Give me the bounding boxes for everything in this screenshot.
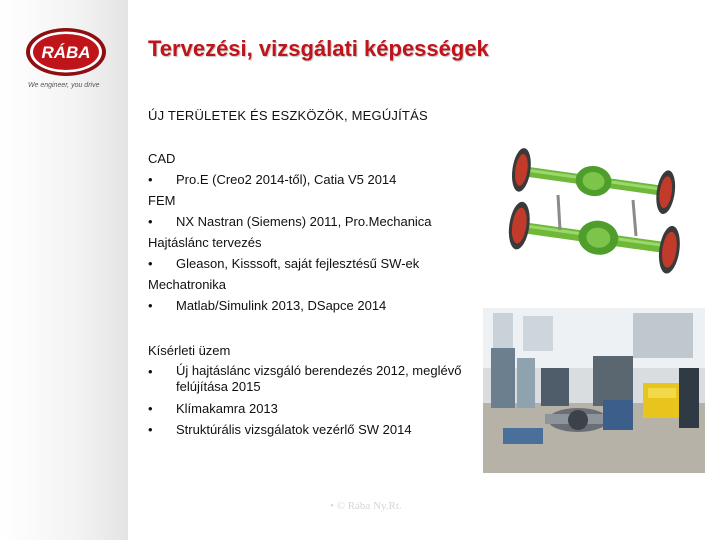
list-item-text: Matlab/Simulink 2013, DSapce 2014	[176, 298, 387, 313]
bullet-marker: •	[148, 256, 153, 271]
list-item-text: Klímakamra 2013	[176, 401, 278, 416]
copyright-footer: • © Rába Ny.Rt.	[330, 500, 402, 512]
brand-sidebar	[0, 0, 128, 540]
section-heading-test-plant: Kísérleti üzem	[148, 343, 231, 358]
list-item	[148, 253, 493, 274]
section-heading-drivetrain: Hajtáslánc tervezés	[148, 235, 262, 250]
list-item	[148, 361, 493, 398]
slide-subtitle: ÚJ TERÜLETEK ÉS ESZKÖZÖK, MEGÚJÍTÁS	[148, 108, 428, 123]
list-item-text: Új hajtáslánc vizsgáló berendezés 2012, meglévő felújítása 2015	[176, 363, 462, 394]
list-item-text: Struktúrális vizsgálatok vezérlő SW 2014	[176, 422, 412, 437]
svg-text:RÁBA: RÁBA	[41, 43, 91, 62]
brand-tagline: We engineer, you drive	[28, 82, 100, 89]
section-heading-mechatronics: Mechatronika	[148, 277, 227, 292]
bullet-marker: •	[148, 172, 153, 187]
section-heading-cad: CAD	[148, 151, 176, 166]
test-bench-photo	[483, 308, 705, 473]
axle-assembly-image	[498, 140, 688, 290]
bullet-marker: •	[148, 214, 153, 229]
list-item-text: Pro.E (Creo2 2014-től), Catia V5 2014	[176, 172, 397, 187]
bullet-marker: •	[148, 364, 153, 379]
slide-title: Tervezési, vizsgálati képességek	[148, 36, 489, 61]
bullet-marker: •	[148, 422, 153, 437]
content-list	[148, 148, 493, 440]
list-item	[148, 398, 493, 419]
raba-logo	[24, 26, 108, 78]
list-item	[148, 295, 493, 316]
list-item	[148, 211, 493, 232]
list-item	[148, 169, 493, 190]
list-item	[148, 419, 493, 440]
bullet-marker: •	[148, 298, 153, 313]
bullet-marker: •	[148, 401, 153, 416]
section-heading-fem: FEM	[148, 193, 176, 208]
list-item-text: Gleason, Kisssoft, saját fejlesztésű SW-ek	[176, 256, 420, 271]
list-item-text: NX Nastran (Siemens) 2011, Pro.Mechanica	[176, 214, 432, 229]
